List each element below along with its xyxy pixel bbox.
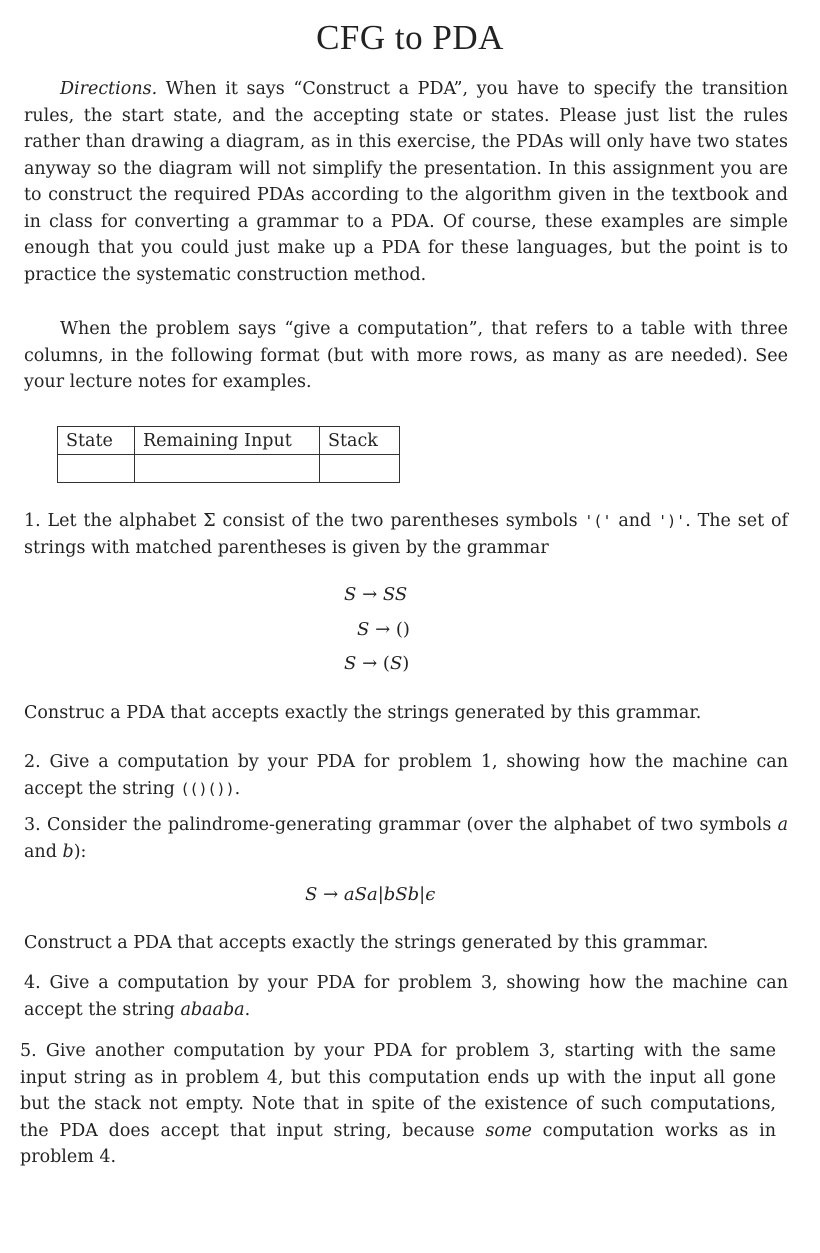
problem-1-construct: Construc a PDA that accepts exactly the strings generated by this grammar. <box>24 703 702 723</box>
symbol-a: a <box>777 815 788 835</box>
symbol-b: b <box>62 841 74 862</box>
empty-cell <box>320 455 400 483</box>
directions-text: When it says “Construct a PDA”, you have to specify the transition rules, the start state, and the accepting state or states. Please just list the rules rather than drawing a diagram, as in this exercise, the PDAs will only have two states anyway so the diagram will not simplify the presentation. In this assignment you are to construct the required PDAs according to the algorithm given in the textbook and in class for converting a grammar to a PDA. Of course, these examples are simple enough that you could just make up a PDA for these languages, but the point is to practice the systematic construction method. <box>24 79 788 285</box>
column-stack: Stack <box>320 427 400 455</box>
computation-note <box>24 316 788 396</box>
column-state: State <box>58 427 135 455</box>
column-remaining-input: Remaining Input <box>135 427 320 455</box>
open-paren-symbol: '(' <box>584 512 612 530</box>
problem-3: 3. Consider the palindrome-generating grammar (over the alphabet of two symbols a and b): <box>24 815 788 862</box>
computation-note-text: When the problem says “give a computation”, that refers to a table with three columns, in the following format (but with more rows, as many as are needed). See your lecture notes for examples. <box>24 319 788 392</box>
empty-cell <box>135 455 320 483</box>
problem-4: 4. Give a computation by your PDA for problem 3, showing how the machine can accept the string abaaba. <box>24 973 788 1020</box>
empty-cell <box>58 455 135 483</box>
problem-1-and: and <box>611 511 659 531</box>
problem-2: 2. Give a computation by your PDA for problem 1, showing how the machine can accept the string (()()). <box>24 752 788 799</box>
problem-2-string: (()()) <box>180 779 235 798</box>
problem-5-text: 5. Give another computation by your PDA for problem 3, starting with the same input string as in problem 4, but this computation ends up with the input all gone but the stack not empty. Note that in spite of the existence of such computations, the PDA does accept that input string, because <box>20 1041 776 1141</box>
problem-5: 5. Give another computation by your PDA for problem 3, starting with the same input string as in problem 4, but this computation ends up with the input all gone but the stack not empty. Note that in spite of the existence of such computations, the PDA does accept that input string, because some computation works as in problem 4. <box>20 1041 776 1167</box>
problem-1 <box>24 508 788 561</box>
grammar-1-rule-2: S → () <box>357 619 410 640</box>
grammar-2-rule: S → aSa|bSb|ϵ <box>305 884 436 905</box>
problem-4-string: abaaba <box>180 999 245 1020</box>
page-title: CFG to PDA <box>316 18 504 57</box>
problem-2-text: 2. Give a computation by your PDA for problem 1, showing how the machine can accept the string <box>24 752 788 799</box>
grammar-1-rule-3: S → (S) <box>344 653 410 674</box>
directions-label: Directions. <box>60 79 158 99</box>
directions-paragraph <box>24 76 788 288</box>
problem-5-emphasis: some <box>485 1120 532 1141</box>
problem-1-text: 1. Let the alphabet Σ consist of the two parentheses symbols <box>24 511 585 531</box>
problem-4-text: 4. Give a computation by your PDA for problem 3, showing how the machine can accept the string <box>24 973 788 1020</box>
table-empty-row <box>58 455 400 483</box>
table-header-row <box>58 427 400 455</box>
problem-3-construct: Construct a PDA that accepts exactly the strings generated by this grammar. <box>24 933 709 953</box>
problem-3-text: 3. Consider the palindrome-generating grammar (over the alphabet of two symbols <box>24 815 778 835</box>
close-paren-symbol: ')' <box>658 512 686 530</box>
computation-table <box>57 426 400 483</box>
problem-1-text-end: . The set of strings with matched parentheses is given by the grammar <box>24 511 788 558</box>
grammar-1-rule-1: S → SS <box>344 584 408 605</box>
